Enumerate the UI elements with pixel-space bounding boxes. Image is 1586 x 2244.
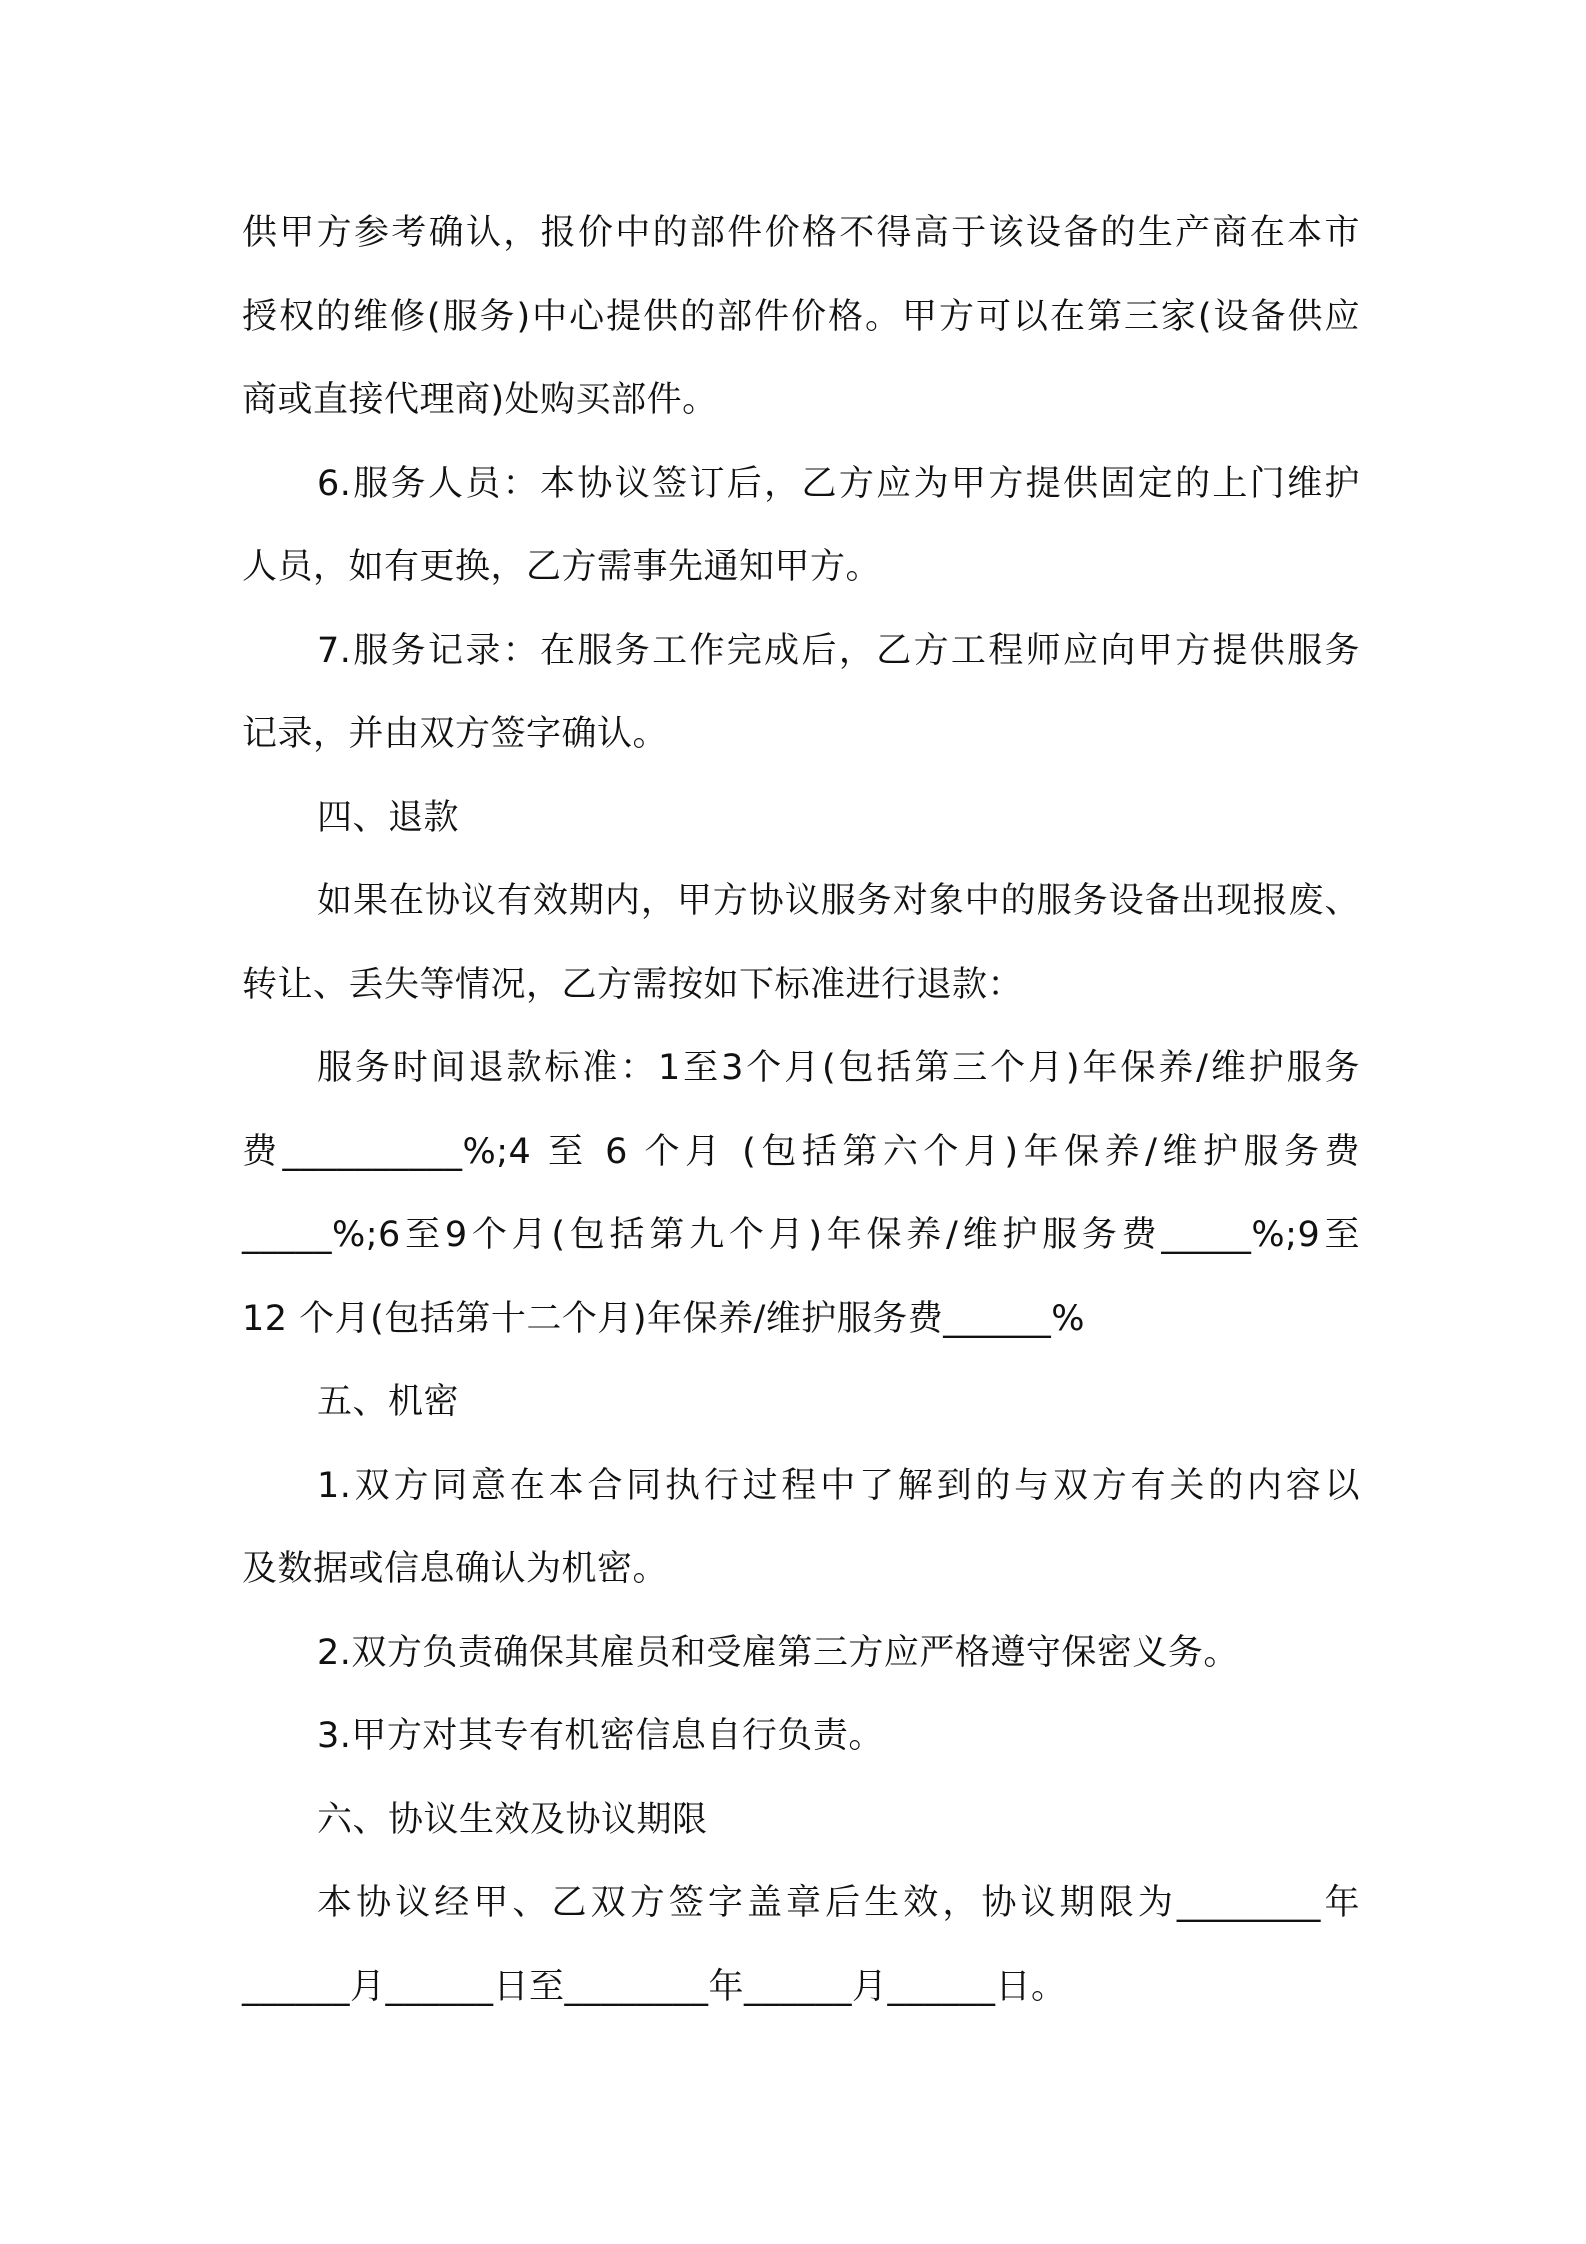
paragraph-line: ______月______日至________年______月______日。 — [242, 1966, 1067, 2007]
paragraph-line: 6.服务人员：本协议签订后，乙方应为甲方提供固定的上门维护 — [317, 463, 1360, 504]
paragraph-line: 人员，如有更换，乙方需事先通知甲方。 — [242, 547, 882, 587]
paragraph-line: _____%;6至9个月(包括第九个月)年保养/维护服务费_____%;9至 — [242, 1215, 1360, 1255]
section-heading: 四、退款 — [317, 797, 460, 838]
paragraph-line: 3.甲方对其专有机密信息自行负责。 — [317, 1716, 884, 1756]
paragraph-line: 记录，并由双方签字确认。 — [242, 714, 669, 754]
paragraph-line: 7.服务记录：在服务工作完成后，乙方工程师应向甲方提供服务 — [317, 630, 1360, 671]
paragraph-line: 服务时间退款标准：1至3个月(包括第三个月)年保养/维护服务 — [317, 1048, 1360, 1088]
paragraph-line: 如果在协议有效期内，甲方协议服务对象中的服务设备出现报废、 — [317, 881, 1360, 921]
document-body — [242, 192, 1360, 2029]
paragraph-line: 授权的维修(服务)中心提供的部件价格。甲方可以在第三家(设备供应 — [242, 296, 1360, 337]
section-heading: 六、协议生效及协议期限 — [317, 1799, 708, 1840]
paragraph-line: 商或直接代理商)处购买部件。 — [242, 380, 718, 420]
section-heading: 五、机密 — [317, 1382, 460, 1422]
paragraph-line: 转让、丢失等情况，乙方需按如下标准进行退款： — [242, 964, 1024, 1005]
paragraph-line: 及数据或信息确认为机密。 — [242, 1549, 669, 1589]
paragraph-line: 本协议经甲、乙双方签字盖章后生效，协议期限为________年 — [317, 1883, 1360, 1923]
paragraph-line: 12 个月(包括第十二个月)年保养/维护服务费______% — [242, 1298, 1086, 1339]
paragraph-line: 1.双方同意在本合同执行过程中了解到的与双方有关的内容以 — [317, 1465, 1360, 1506]
paragraph-line: 供甲方参考确认，报价中的部件价格不得高于该设备的生产商在本市 — [242, 213, 1360, 253]
paragraph-line: 费__________%;4 至 6 个月 (包括第六个月)年保养/维护服务费 — [242, 1131, 1360, 1172]
paragraph-line: 2.双方负责确保其雇员和受雇第三方应严格遵守保密义务。 — [317, 1632, 1239, 1673]
